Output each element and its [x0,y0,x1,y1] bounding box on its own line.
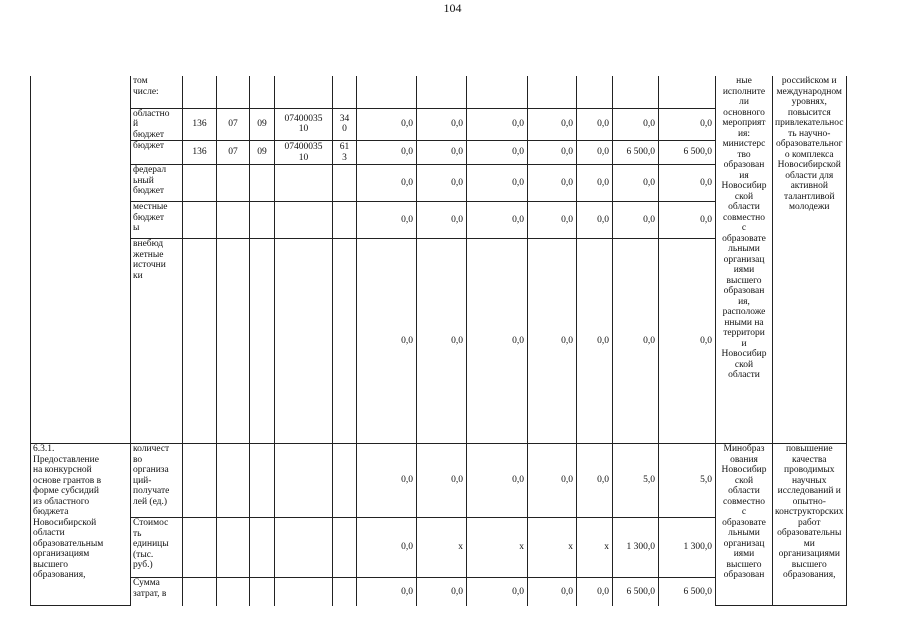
value-cell: 0,0 [417,165,467,202]
source-label: бюджет [131,141,183,165]
value-cell: x [528,518,577,578]
value-cell: 6 500,0 [613,141,659,165]
csr-code [275,239,333,444]
rz-code: 07 [217,108,250,141]
csr-code [275,444,333,518]
value-cell: 1 300,0 [613,518,659,578]
value-cell: 0,0 [577,444,613,518]
budget-table [30,76,847,606]
value-cell: 0,0 [613,108,659,141]
value-cell [613,76,659,108]
value-cell: 0,0 [577,239,613,444]
value-cell: 6 500,0 [659,141,716,165]
csr-code [275,578,333,606]
vr-code [333,165,357,202]
value-cell: 0,0 [659,239,716,444]
value-cell: x [417,518,467,578]
vr-code: 61 3 [333,141,357,165]
pr-code [250,444,275,518]
pr-code [250,518,275,578]
value-cell: 5,0 [613,444,659,518]
value-cell: 0,0 [357,108,417,141]
value-cell: 0,0 [577,165,613,202]
vr-code [333,578,357,606]
rz-code [217,578,250,606]
value-cell: 0,0 [417,202,467,239]
csr-code [275,165,333,202]
value-cell: 1 300,0 [659,518,716,578]
grbs-code [183,202,217,239]
value-cell: 0,0 [357,239,417,444]
value-cell: 0,0 [417,444,467,518]
measure-cell-top [31,76,131,444]
csr-code [275,202,333,239]
result-cell: российском и международном уровнях, повысится привлекательнос ть научно- образовательног о комплекса Новосибирской области для активной талантливой молодежи [773,76,847,444]
rz-code [217,202,250,239]
vr-code [333,518,357,578]
value-cell: 0,0 [357,202,417,239]
value-cell: 0,0 [528,108,577,141]
rz-code [217,239,250,444]
source-label: том числе: [131,76,183,108]
value-cell: x [467,518,528,578]
value-cell: x [577,518,613,578]
rz-code [217,76,250,108]
value-cell: 0,0 [357,165,417,202]
value-cell: 0,0 [528,239,577,444]
rz-code [217,444,250,518]
grbs-code [183,578,217,606]
vr-code [333,239,357,444]
executor-cell: ные исполните ли основного мероприят ия: министерс тво образован ия Новосибир ской области совместно с образовате льными организац иями высшего образован ия, расположе нными на территори и Новосибир ской области [716,76,773,444]
rz-code [217,518,250,578]
executor-cell: Минобраз ования Новосибир ской области совместно с образовате льными организац иями высшего образован [716,444,773,606]
value-cell: 0,0 [357,141,417,165]
pr-code: 09 [250,108,275,141]
source-label: количест во организа ций- получате лей (ед.) [131,444,183,518]
vr-code [333,202,357,239]
value-cell [467,76,528,108]
rz-code [217,165,250,202]
value-cell [659,76,716,108]
value-cell [577,76,613,108]
value-cell: 0,0 [467,141,528,165]
value-cell: 0,0 [467,239,528,444]
grbs-code: 136 [183,108,217,141]
value-cell: 0,0 [613,165,659,202]
value-cell [417,76,467,108]
value-cell: 0,0 [417,141,467,165]
value-cell: 0,0 [528,141,577,165]
table-row [31,444,847,518]
source-label: областно й бюджет [131,108,183,141]
source-label: Сумма затрат, в [131,578,183,606]
source-label: местные бюджет ы [131,202,183,239]
value-cell: 5,0 [659,444,716,518]
value-cell: 0,0 [417,108,467,141]
source-label: внебюд жетные источни ки [131,239,183,444]
value-cell: 0,0 [467,165,528,202]
value-cell: 0,0 [613,202,659,239]
grbs-code [183,239,217,444]
value-cell: 0,0 [659,202,716,239]
grbs-code [183,165,217,202]
grbs-code [183,76,217,108]
value-cell: 0,0 [467,578,528,606]
value-cell: 0,0 [417,239,467,444]
value-cell: 0,0 [577,202,613,239]
value-cell: 6 500,0 [659,578,716,606]
pr-code: 09 [250,141,275,165]
grbs-code [183,444,217,518]
value-cell: 6 500,0 [613,578,659,606]
pr-code [250,76,275,108]
csr-code: 07400035 10 [275,141,333,165]
value-cell [357,76,417,108]
pr-code [250,202,275,239]
source-label: Стоимос ть единицы (тыс. руб.) [131,518,183,578]
value-cell: 0,0 [357,578,417,606]
grbs-code [183,518,217,578]
measure-name: 6.3.1. Предоставление на конкурсной основе грантов в форме субсидий из областного бюджета Новосибирской области образовательным организациям высшего образования, [31,444,131,606]
value-cell: 0,0 [357,444,417,518]
rz-code: 07 [217,141,250,165]
value-cell: 0,0 [528,202,577,239]
grbs-code: 136 [183,141,217,165]
vr-code [333,444,357,518]
table-body [31,76,847,606]
value-cell: 0,0 [659,165,716,202]
page-number: 104 [443,1,462,15]
value-cell: 0,0 [659,108,716,141]
value-cell: 0,0 [577,108,613,141]
pr-code [250,239,275,444]
value-cell: 0,0 [467,444,528,518]
value-cell: 0,0 [357,518,417,578]
value-cell: 0,0 [577,578,613,606]
value-cell: 0,0 [467,108,528,141]
csr-code [275,76,333,108]
value-cell: 0,0 [613,239,659,444]
value-cell: 0,0 [528,444,577,518]
value-cell: 0,0 [528,578,577,606]
pr-code [250,578,275,606]
vr-code [333,76,357,108]
result-cell: повышение качества проводимых научных исследований и опытно- конструкторских работ образовательны ми организациями высшего образования, [773,444,847,606]
pr-code [250,165,275,202]
csr-code: 07400035 10 [275,108,333,141]
value-cell [528,76,577,108]
value-cell: 0,0 [417,578,467,606]
value-cell: 0,0 [528,165,577,202]
csr-code [275,518,333,578]
value-cell: 0,0 [577,141,613,165]
source-label: федерал ьный бюджет [131,165,183,202]
value-cell: 0,0 [467,202,528,239]
vr-code: 34 0 [333,108,357,141]
table-row [31,76,847,108]
